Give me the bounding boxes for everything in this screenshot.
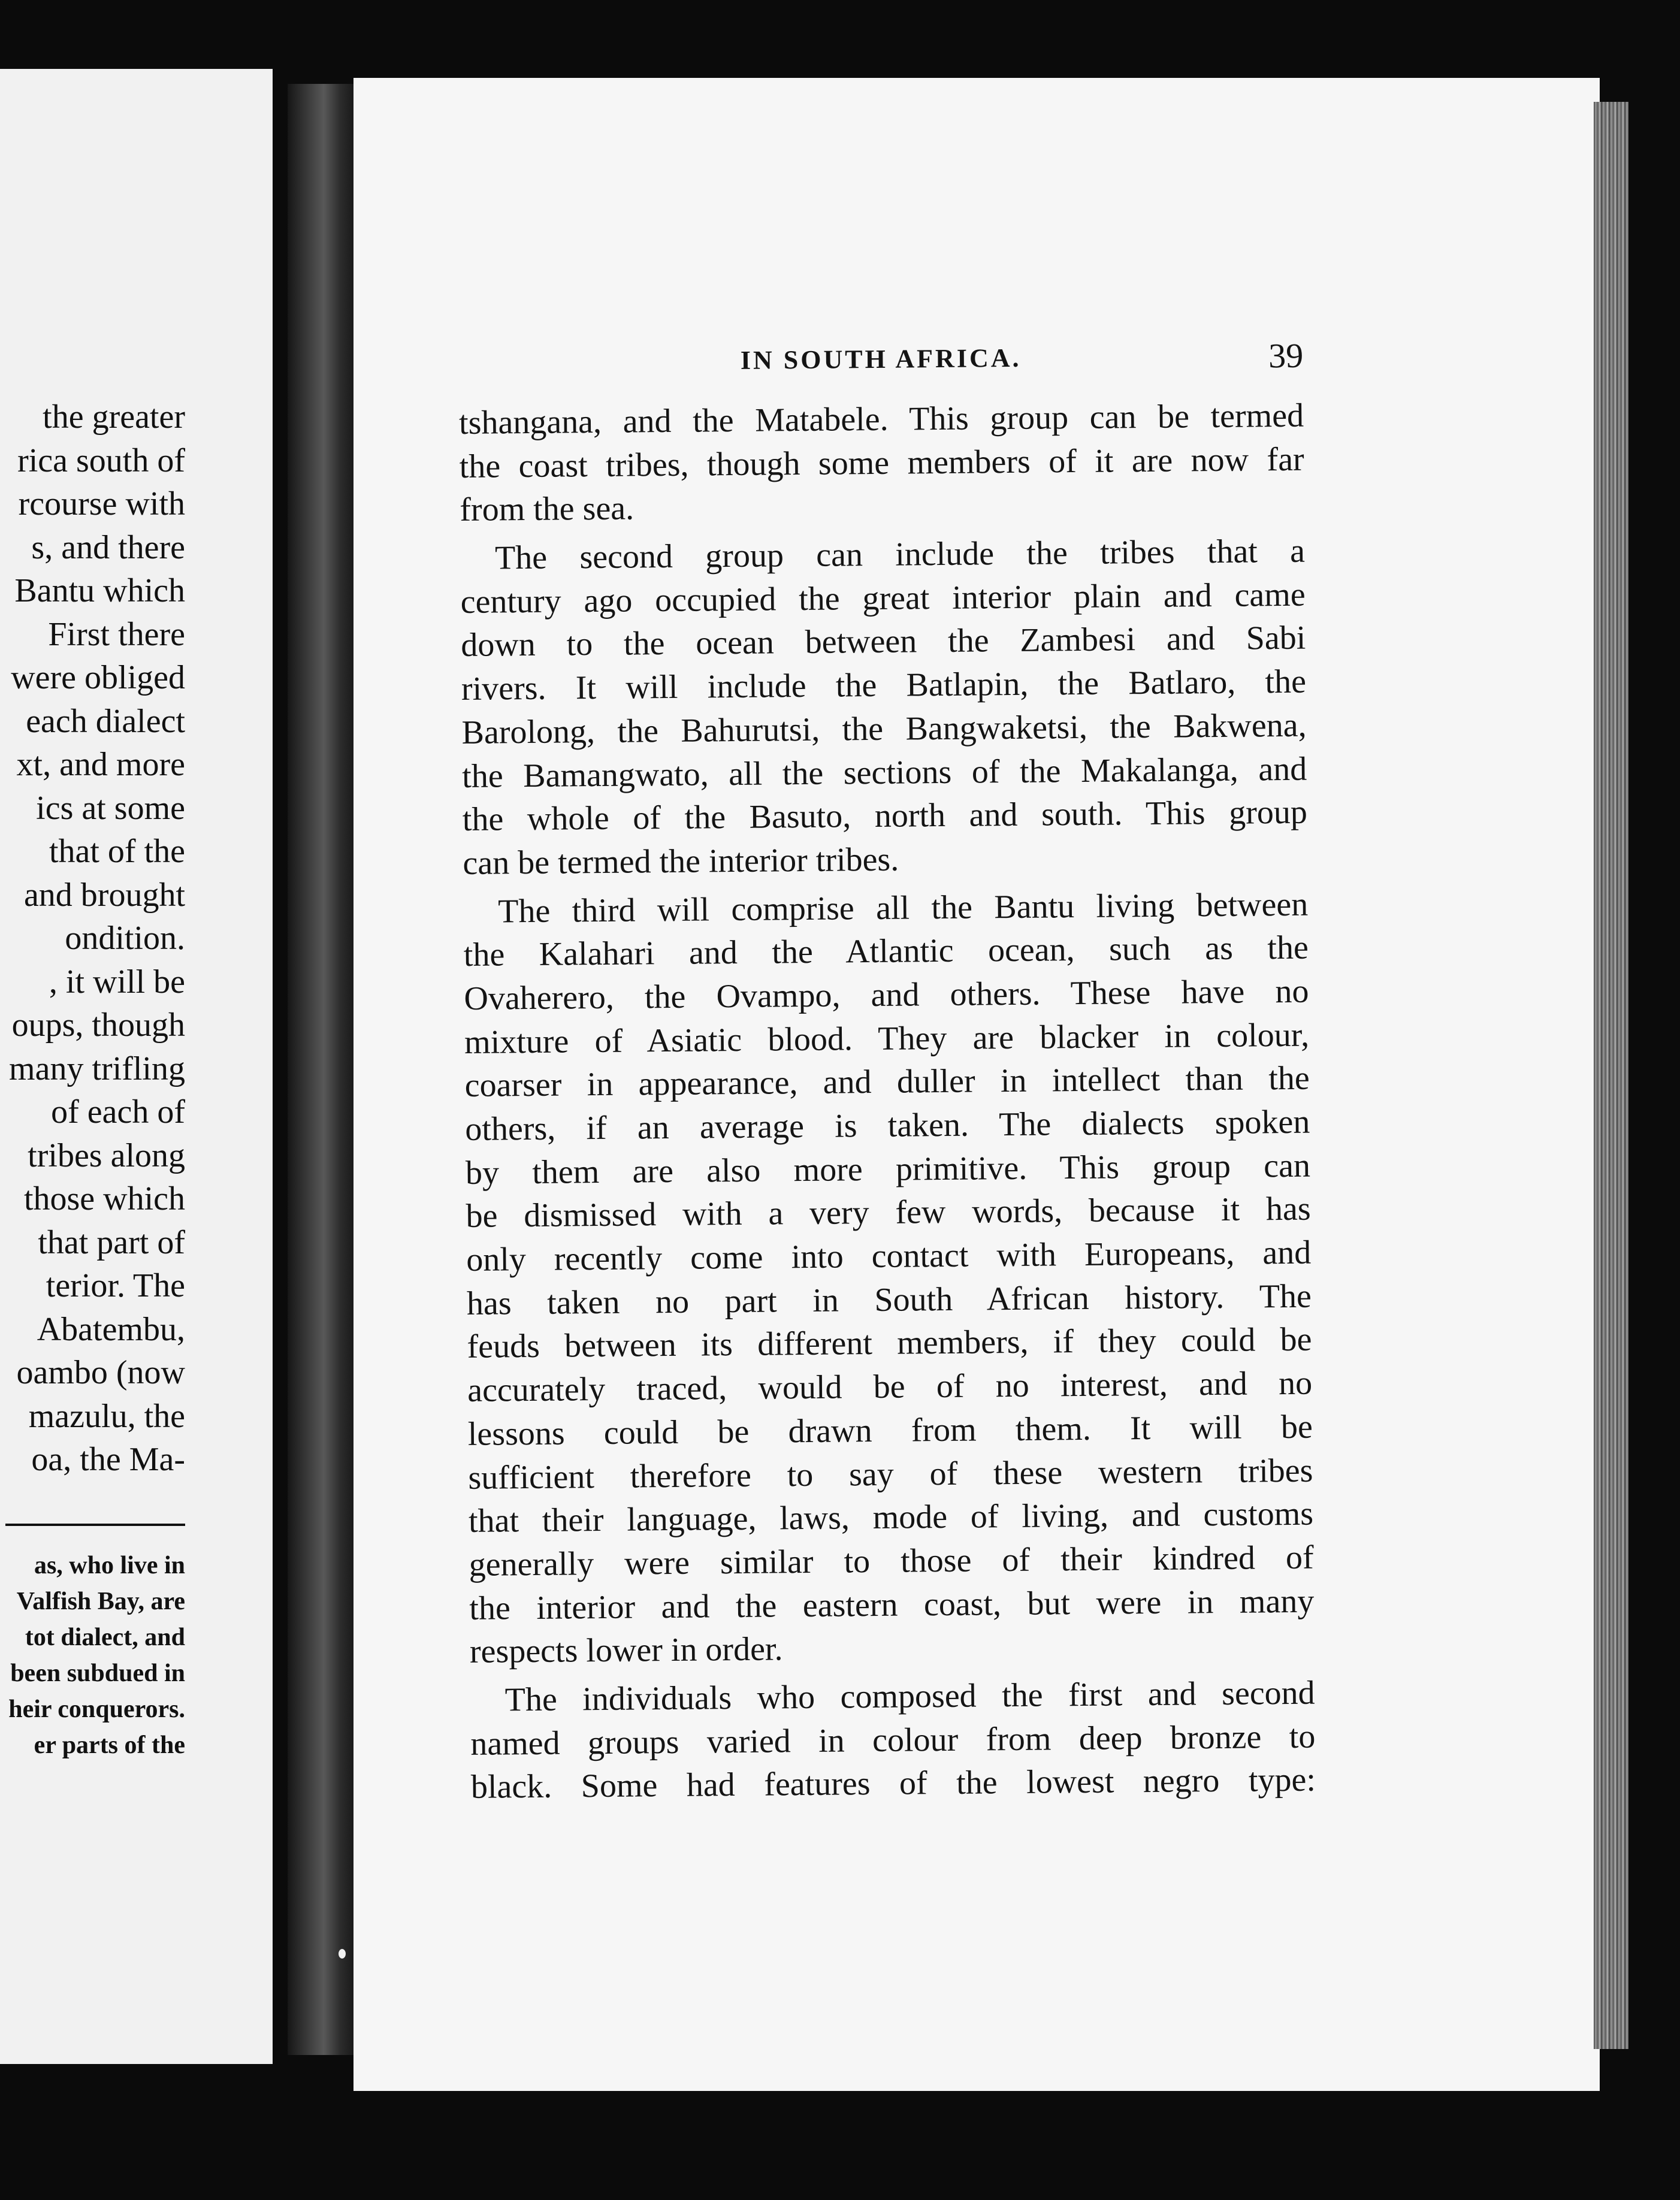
left-line: terior. The xyxy=(46,1267,185,1304)
text-line: sufficient therefore to say of these western tribes xyxy=(468,1452,1313,1497)
text-line: feuds between its different members, if they could be xyxy=(467,1321,1312,1366)
left-line: and brought xyxy=(23,876,185,914)
left-line: Abatembu, xyxy=(37,1310,185,1348)
left-line: the greater xyxy=(43,398,185,436)
left-line: oups, though xyxy=(11,1007,185,1044)
text-line: lessons could be drawn from them. It will be xyxy=(467,1408,1313,1453)
footnote-line: Valfish Bay, are xyxy=(16,1588,185,1615)
text-line: respects lower in order. xyxy=(469,1630,783,1671)
text-line: Ovaherero, the Ovampo, and others. These have no xyxy=(464,972,1309,1017)
text-line: the coast tribes, though some members of it are now far xyxy=(459,440,1304,485)
text-line: the Bamangwato, all the sections of the Makalanga, and xyxy=(461,750,1307,795)
page-edges xyxy=(1594,102,1628,2049)
text-line: from the sea. xyxy=(460,489,634,529)
left-line: many trifling xyxy=(9,1050,185,1087)
footnote-line: as, who live in xyxy=(34,1552,185,1579)
left-line: tribes along xyxy=(28,1137,185,1174)
left-line: each dialect xyxy=(26,702,185,740)
text-line: mixture of Asiatic blood. They are blacker in colour, xyxy=(464,1016,1310,1061)
running-title: IN SOUTH AFRICA. xyxy=(740,343,1022,375)
text-line: the interior and the eastern coast, but were in many xyxy=(469,1582,1315,1627)
left-page xyxy=(0,69,273,2064)
text-line: tshangana, and the Matabele. This group can be termed xyxy=(458,397,1304,442)
left-line: oa, the Ma- xyxy=(31,1441,185,1478)
text-line: generally were similar to those of their kindred of xyxy=(469,1539,1314,1583)
left-line: ondition. xyxy=(65,920,185,957)
text-line: century ago occupied the great interior plain and came xyxy=(460,576,1306,621)
text-line: the whole of the Basuto, north and south. This group xyxy=(462,793,1308,839)
footnote-line: tot dialect, and xyxy=(25,1624,185,1651)
left-line: that part of xyxy=(38,1223,185,1261)
text-line: by them are also more primitive. This group can xyxy=(465,1147,1311,1192)
left-page-footnotes xyxy=(0,1548,185,1763)
book-gutter xyxy=(288,84,353,2055)
text-line: black. Some had features of the lowest negro type: xyxy=(470,1761,1316,1806)
left-line: rica south of xyxy=(17,442,185,479)
paragraph xyxy=(460,530,1308,886)
footnote-rule xyxy=(5,1524,185,1526)
paragraph xyxy=(459,394,1305,532)
text-line: others, if an average is taken. The dialects spoken xyxy=(465,1103,1310,1148)
text-line: Barolong, the Bahurutsi, the Bangwaketsi, the Bakwena, xyxy=(461,706,1307,751)
text-line: The individuals who composed the first and second xyxy=(504,1674,1315,1719)
running-head xyxy=(458,336,1304,401)
text-line: the Kalahari and the Atlantic ocean, such as the xyxy=(463,929,1309,974)
left-line: of each of xyxy=(51,1093,185,1131)
left-page-body xyxy=(0,395,185,1482)
left-line: ics at some xyxy=(36,789,185,827)
footnote-line: heir conquerors. xyxy=(8,1696,185,1723)
left-line: , it will be xyxy=(49,963,185,1001)
text-line: named groups varied in colour from deep bronze to xyxy=(470,1718,1316,1763)
paragraph xyxy=(463,883,1315,1674)
left-line: mazulu, the xyxy=(28,1397,185,1435)
page-number: 39 xyxy=(1268,336,1304,376)
left-line: s, and there xyxy=(31,528,185,566)
text-line: coarser in appearance, and duller in intellect than the xyxy=(464,1059,1310,1105)
left-line: First there xyxy=(48,615,185,653)
text-line: can be termed the interior tribes. xyxy=(463,841,899,882)
left-line: xt, and more xyxy=(16,746,185,783)
left-line: those which xyxy=(23,1180,185,1217)
paragraph xyxy=(470,1672,1316,1809)
text-line: The second group can include the tribes that a xyxy=(494,532,1306,577)
left-line: were obliged xyxy=(11,659,185,696)
text-line: only recently come into contact with Europeans, and xyxy=(466,1234,1312,1279)
text-line: that their language, laws, mode of living, and customs xyxy=(468,1495,1314,1540)
text-line: accurately traced, would be of no interest, and no xyxy=(467,1364,1313,1410)
left-line: Bantu which xyxy=(14,572,185,609)
footnote-line: er parts of the xyxy=(34,1731,185,1759)
right-page xyxy=(353,78,1600,2091)
footnote-line: been subdued in xyxy=(10,1660,185,1687)
paper-speck xyxy=(339,1949,346,1959)
text-line: rivers. It will include the Batlapin, the Batlaro, the xyxy=(461,663,1307,708)
left-line: that of the xyxy=(49,833,185,870)
left-line: rcourse with xyxy=(18,485,185,522)
text-line: down to the ocean between the Zambesi and Sabi xyxy=(461,619,1306,664)
text-line: The third will comprise all the Bantu living between xyxy=(497,886,1309,930)
page-content xyxy=(458,336,1316,1814)
body-text xyxy=(459,394,1316,1809)
text-line: has taken no part in South African history. The xyxy=(466,1277,1312,1322)
left-line: oambo (now xyxy=(16,1354,185,1391)
text-line: be dismissed with a very few words, because it has xyxy=(466,1190,1311,1235)
